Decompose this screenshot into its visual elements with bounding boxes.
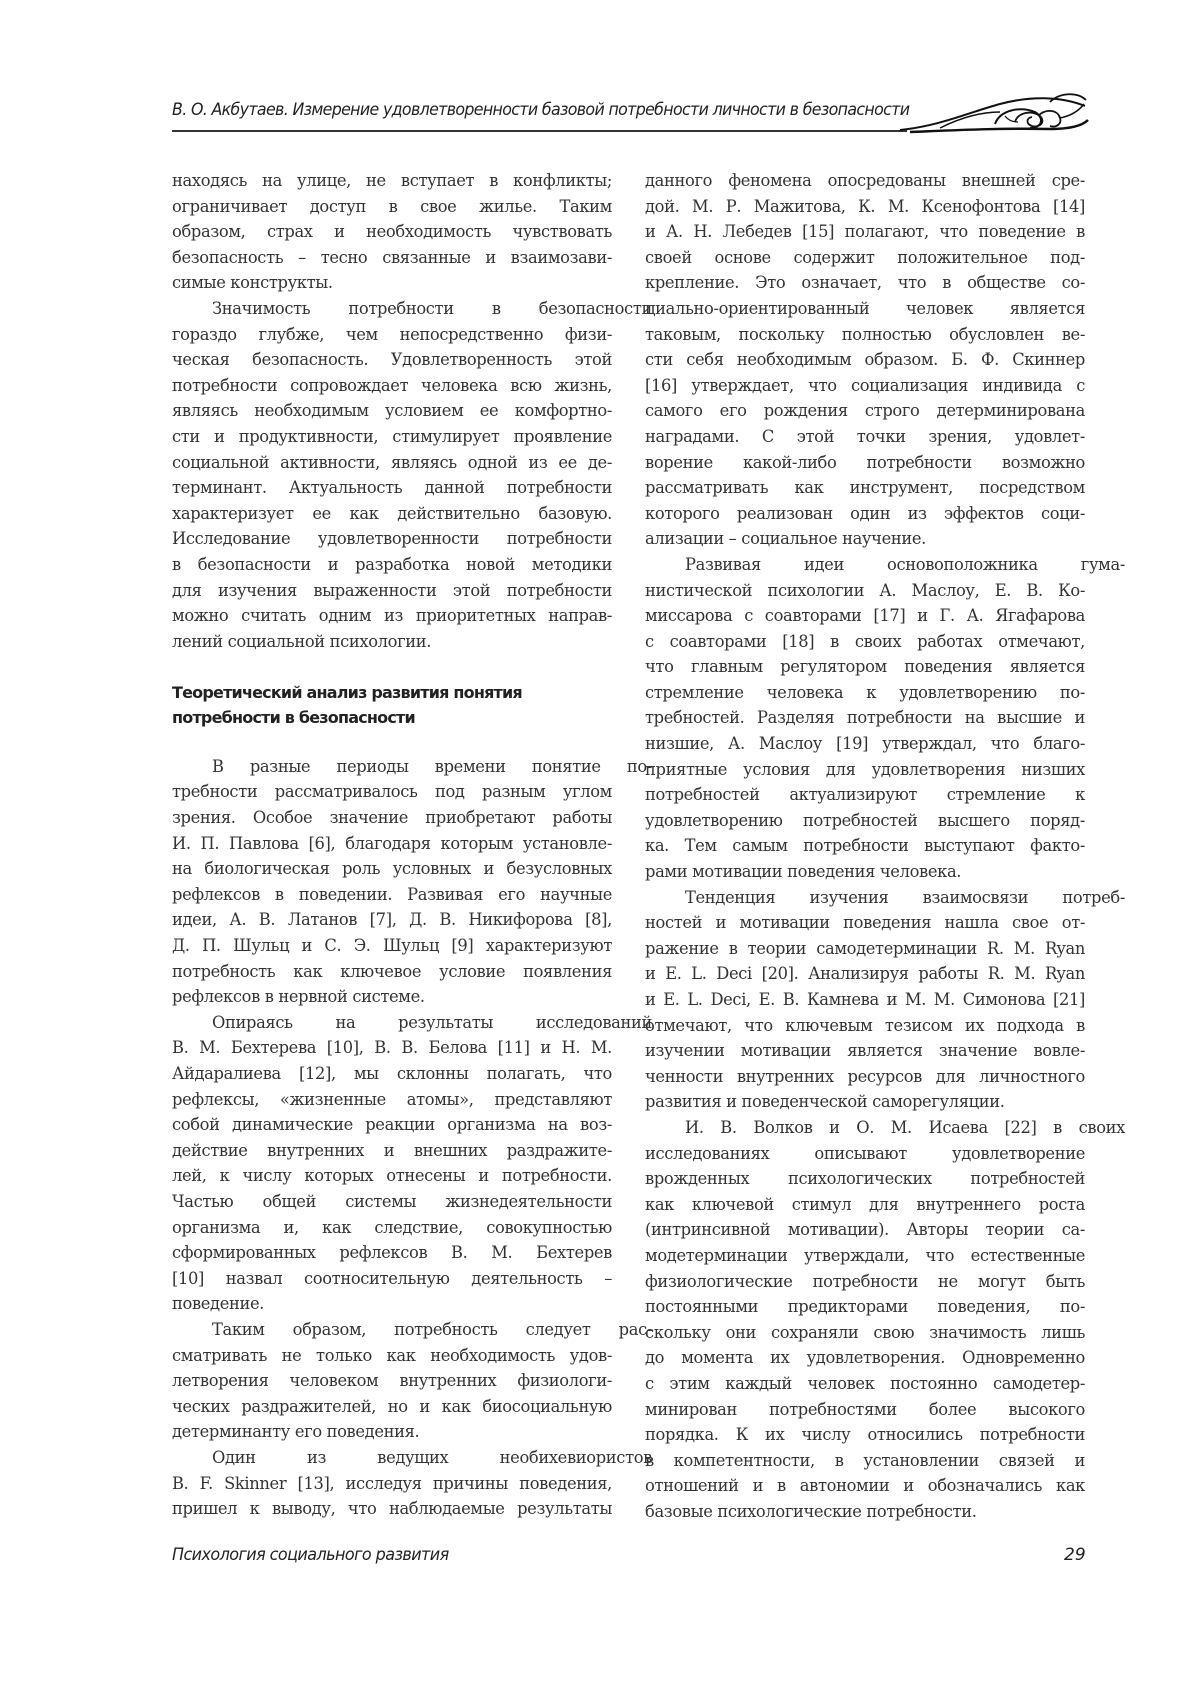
- text-line: исследованиях описывают удовлетворение: [645, 1143, 1085, 1163]
- text-line: гораздо глубже, чем непосредственно физи-: [172, 324, 612, 344]
- text-line: можно считать одним из приоритетных направ-: [172, 606, 612, 626]
- text-line: сформированных рефлексов В. М. Бехтерев: [172, 1243, 612, 1263]
- text-line: рами мотивации поведения человека.: [645, 862, 962, 882]
- text-line: сти и продуктивности, стимулирует проявление: [172, 426, 612, 446]
- section-heading: [172, 680, 612, 730]
- header-rule: [172, 130, 907, 132]
- text-line: которого реализован один из эффектов соци-: [645, 503, 1085, 523]
- text-line: что главным регулятором поведения является: [645, 657, 1085, 677]
- text-line: пришел к выводу, что наблюдаемые результаты: [172, 1499, 612, 1519]
- text-line: в безопасности и разработка новой методики: [172, 554, 612, 574]
- text-line: удовлетворению потребностей высшего поряд-: [645, 810, 1085, 830]
- text-line: минирован потребностями более высокого: [645, 1399, 1085, 1419]
- text-line: детерминанту его поведения.: [172, 1422, 420, 1442]
- text-line: потребностей актуализируют стремление к: [645, 785, 1085, 805]
- text-line: Частью общей системы жизнедеятельности: [172, 1191, 612, 1211]
- text-line: крепление. Это означает, что в обществе со-: [645, 273, 1085, 293]
- text-line: развития и поведенческой саморегуляции.: [645, 1092, 1005, 1112]
- text-line: таковым, поскольку полностью обусловлен ве-: [645, 324, 1085, 344]
- text-line: ческая безопасность. Удовлетворенность этой: [172, 350, 612, 370]
- text-line: безопасность – тесно связанные и взаимозави-: [172, 247, 612, 267]
- paragraph: [172, 1010, 652, 1317]
- text-line: и E. L. Deci [20]. Анализируя работы R. M. Ryan: [645, 964, 1085, 984]
- text-line: зрения. Особое значение приобретают работы: [172, 808, 612, 828]
- text-line: ражение в теории самодетерминации R. M. Ryan: [645, 938, 1085, 958]
- paragraph: [645, 1115, 1125, 1525]
- text-line: для изучения выраженности этой потребности: [172, 580, 612, 600]
- text-line: В разные периоды времени понятие по-: [212, 756, 652, 776]
- right-column: [645, 168, 1125, 1524]
- paragraph: [172, 754, 652, 1010]
- text-line: нистической психологии А. Маслоу, Е. В. Ко-: [645, 580, 1085, 600]
- text-line: постоянными предикторами поведения, по-: [645, 1297, 1085, 1317]
- text-line: Один из ведущих необихевиористов: [212, 1447, 652, 1467]
- text-line: ческих раздражителей, но и как биосоциальную: [172, 1396, 612, 1416]
- text-line: низшие, А. Маслоу [19] утверждал, что благо-: [645, 734, 1085, 754]
- text-line: Д. П. Шульц и С. Э. Шульц [9] характеризуют: [172, 936, 612, 956]
- text-line: сти себя необходимым образом. Б. Ф. Скиннер: [645, 350, 1085, 370]
- text-line: И. В. Волков и О. М. Исаева [22] в своих: [685, 1117, 1125, 1137]
- text-line: модетерминации утверждали, что естественные: [645, 1245, 1085, 1265]
- text-line: Таким образом, потребность следует рас-: [212, 1319, 652, 1339]
- text-line: Опираясь на результаты исследований: [212, 1012, 652, 1032]
- text-line: лений социальной психологии.: [172, 631, 432, 651]
- text-line: скольку они сохраняли свою значимость лишь: [645, 1322, 1085, 1342]
- text-line: рассматривать как инструмент, посредством: [645, 478, 1085, 498]
- text-line: своей основе содержит положительное под-: [645, 247, 1085, 267]
- text-line: идеи, А. В. Латанов [7], Д. В. Никифорова [8],: [172, 910, 612, 930]
- text-line: собой динамические реакции организма на воз-: [172, 1115, 612, 1135]
- text-line: характеризует ее как действительно базовую.: [172, 503, 612, 523]
- text-line: стремление человека к удовлетворению по-: [645, 682, 1085, 702]
- text-line: в компетентности, в установлении связей и: [645, 1450, 1085, 1470]
- text-line: Тенденция изучения взаимосвязи потреб-: [685, 887, 1125, 907]
- text-line: ченности внутренних ресурсов для личностного: [645, 1066, 1085, 1086]
- text-line: Исследование удовлетворенности потребности: [172, 529, 612, 549]
- text-line: Значимость потребности в безопасности: [212, 298, 652, 318]
- paragraph: [172, 1445, 652, 1522]
- text-line: потребности сопровождает человека всю жизнь,: [172, 375, 612, 395]
- text-line: на биологическая роль условных и безусловных: [172, 859, 612, 879]
- text-line: до момента их удовлетворения. Одновременно: [645, 1348, 1085, 1368]
- text-line: образом, страх и необходимость чувствовать: [172, 222, 612, 242]
- text-line: и E. L. Deci, Е. В. Камнева и М. М. Симонова [21]: [645, 990, 1085, 1009]
- text-line: находясь на улице, не вступает в конфликты;: [172, 171, 612, 190]
- text-line: организма и, как следствие, совокупностью: [172, 1217, 612, 1237]
- text-line: [16] утверждает, что социализация индивида с: [645, 375, 1085, 395]
- text-line: ка. Тем самым потребности выступают факто-: [645, 836, 1085, 856]
- text-line: ностей и мотивации поведения нашла свое от-: [645, 913, 1085, 933]
- text-line: действие внутренних и внешних раздражите-: [172, 1140, 612, 1160]
- text-line: потребность как ключевое условие появления: [172, 961, 612, 981]
- text-line: миссарова с соавторами [17] и Г. А. Ягафарова: [645, 606, 1085, 626]
- text-line: рефлексы, «жизненные атомы», представляют: [172, 1089, 612, 1109]
- paragraph: [645, 885, 1125, 1115]
- text-line: И. П. Павлова [6], благодаря которым установле-: [172, 833, 612, 853]
- text-line: являясь необходимым условием ее комфортно-: [172, 401, 612, 421]
- paragraph: [172, 168, 612, 296]
- ornament-icon: [900, 82, 1090, 142]
- text-line: лей, к числу которых отнесены и потребности.: [172, 1166, 612, 1186]
- section-heading-line: Теоретический анализ развития понятия: [172, 682, 522, 702]
- text-line: требности рассматривалось под разным углом: [172, 782, 612, 802]
- text-line: базовые психологические потребности.: [645, 1501, 977, 1521]
- text-line: данного феномена опосредованы внешней сре-: [645, 171, 1085, 190]
- text-line: [10] назвал соотносительную деятельность –: [172, 1268, 612, 1288]
- paragraph: [172, 296, 652, 654]
- text-line: ализации – социальное научение.: [645, 529, 926, 549]
- text-line: ограничивает доступ в свое жилье. Таким: [172, 196, 612, 216]
- text-line: В. М. Бехтерева [10], В. В. Белова [11] и Н. М.: [172, 1038, 612, 1058]
- paragraph: [645, 168, 1085, 552]
- text-line: летворения человеком внутренних физиологи-: [172, 1371, 612, 1391]
- paragraph: [645, 552, 1125, 885]
- text-line: Айдаралиева [12], мы склонны полагать, что: [172, 1064, 612, 1083]
- text-line: симые конструкты.: [172, 273, 333, 293]
- section-heading-line: потребности в безопасности: [172, 707, 415, 727]
- text-line: физиологические потребности не могут быть: [645, 1271, 1085, 1291]
- text-line: отношений и в автономии и обозначались как: [645, 1476, 1085, 1496]
- text-line: (интринсивной мотивации). Авторы теории са-: [645, 1220, 1085, 1240]
- footer-journal-title: Психология социального развития: [172, 1545, 449, 1565]
- page-number: 29: [1064, 1545, 1086, 1565]
- text-line: терминант. Актуальность данной потребности: [172, 478, 612, 498]
- text-line: отмечают, что ключевым тезисом их подхода в: [645, 1015, 1085, 1035]
- text-line: с соавторами [18] в своих работах отмечают,: [645, 631, 1085, 651]
- paragraph: [172, 1317, 652, 1445]
- text-line: Развивая идеи основоположника гума-: [685, 554, 1125, 574]
- text-line: самого его рождения строго детерминирована: [645, 401, 1085, 421]
- text-line: наградами. С этой точки зрения, удовлет-: [645, 426, 1085, 446]
- text-line: изучении мотивации является значение вовле-: [645, 1041, 1085, 1061]
- text-line: врожденных психологических потребностей: [645, 1169, 1085, 1189]
- text-line: рефлексов в нервной системе.: [172, 987, 425, 1007]
- text-line: требностей. Разделяя потребности на высшие и: [645, 708, 1085, 728]
- text-line: ворение какой-либо потребности возможно: [645, 452, 1085, 472]
- text-line: B. F. Skinner [13], исследуя причины поведения,: [172, 1473, 612, 1493]
- text-line: социальной активности, являясь одной из ее де-: [172, 452, 612, 472]
- text-line: дой. М. Р. Мажитова, К. М. Ксенофонтова [14]: [645, 196, 1085, 216]
- text-line: приятные условия для удовлетворения низших: [645, 759, 1085, 779]
- text-line: порядка. К их числу относились потребности: [645, 1425, 1085, 1445]
- text-line: поведение.: [172, 1294, 265, 1314]
- running-header: В. О. Акбутаев. Измерение удовлетворенности базовой потребности личности в безопасности: [172, 100, 910, 120]
- text-line: рефлексов в поведении. Развивая его научные: [172, 884, 612, 904]
- text-line: как ключевой стимул для внутреннего роста: [645, 1194, 1085, 1214]
- text-line: с этим каждый человек постоянно самодетер-: [645, 1373, 1085, 1393]
- text-line: и А. Н. Лебедев [15] полагают, что поведение в: [645, 222, 1085, 242]
- text-line: циально-ориентированный человек является: [645, 298, 1085, 318]
- text-line: сматривать не только как необходимость удов-: [172, 1345, 612, 1365]
- left-column: [172, 168, 652, 1522]
